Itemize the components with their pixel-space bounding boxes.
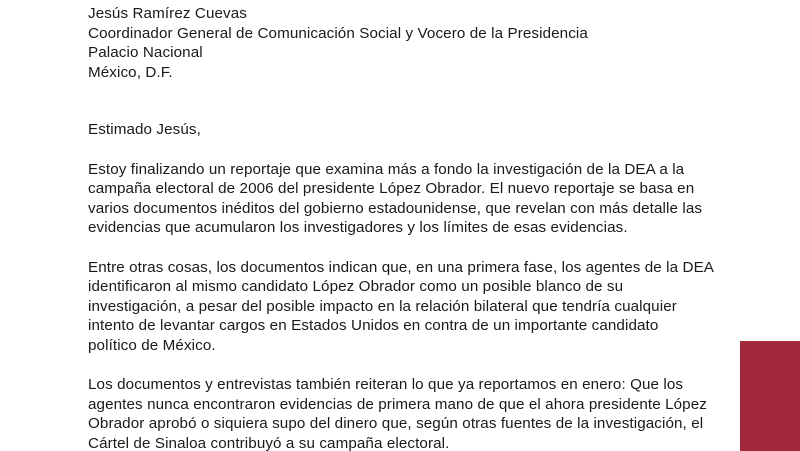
recipient-address [88,4,728,82]
paragraph-line: identificaron al mismo candidato López Obrador como un posible blanco de su [88,278,624,295]
paragraph-2 [88,258,728,356]
paragraph-line: político de México. [88,336,216,354]
recipient-office: Palacio Nacional [88,44,203,61]
paragraph-line: investigación, a pesar del posible impacto en la relación bilateral que tendría cualquier [88,297,677,315]
paragraph-line: Estoy finalizando un reportaje que examina más a fondo la investigación de la DEA a la [88,160,685,178]
accent-bar [740,341,800,451]
paragraph-line: Obrador aprobó o siquiera supo del dinero que, según otras fuentes de la investigación, el [88,415,704,432]
recipient-name: Jesús Ramírez Cuevas [88,5,247,22]
paragraph-line: Entre otras cosas, los documentos indican que, en una primera fase, los agentes de la DEA [88,258,715,276]
paragraph-line: campaña electoral de 2006 del presidente López Obrador. El nuevo reportaje se basa en [88,180,695,197]
paragraph-line: varios documentos inéditos del gobierno estadounidense, que revelan con más detalle las [88,199,703,217]
paragraph-line: Cártel de Sinaloa contribuyó a su campaña electoral. [88,434,450,451]
paragraph-line: agentes nunca encontraron evidencias de primera mano de que el ahora presidente López [88,395,707,413]
paragraph-line: evidencias que acumularon los investigadores y los límites de esas evidencias. [88,219,628,236]
recipient-title: Coordinador General de Comunicación Social y Vocero de la Presidencia [88,24,588,42]
paragraph-line: Los documentos y entrevistas también reiteran lo que ya reportamos en enero: Que los [88,376,684,393]
salutation: Estimado Jesús, [88,121,201,138]
paragraph-3 [88,375,728,451]
letter-body [88,0,728,451]
paragraph-line: intento de levantar cargos en Estados Unidos en contra de un importante candidato [88,317,659,334]
paragraph-1 [88,160,728,238]
recipient-city: México, D.F. [88,63,173,81]
